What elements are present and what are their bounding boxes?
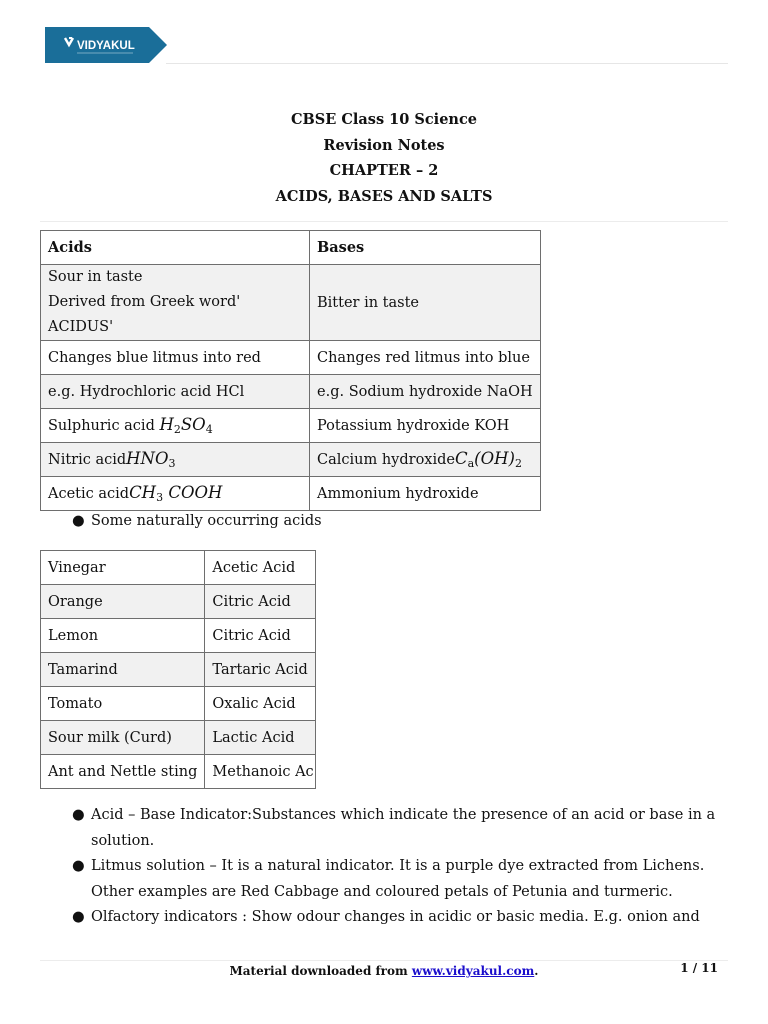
acid-cell: Changes blue litmus into red xyxy=(41,341,310,375)
acid-cell: Citric Acid xyxy=(205,585,315,619)
acid-formula: $H_2SO_4$ xyxy=(159,415,213,436)
base-label: Calcium hydroxide xyxy=(317,452,455,468)
acid-cell: Tartaric Acid xyxy=(205,653,315,687)
acid-cell: Acetic Acid xyxy=(205,551,315,585)
table-row xyxy=(41,265,541,341)
natural-acids-table xyxy=(40,550,316,789)
table-row xyxy=(41,755,316,789)
base-cell: Ammonium hydroxide xyxy=(310,477,541,511)
acid-label: Sulphuric acid xyxy=(48,418,160,434)
acid-formula: $HNO_3$ xyxy=(126,449,176,470)
bullet-text-line: Litmus solution – It is a natural indicator. It is a purple dye extracted from Lichens. xyxy=(91,858,705,874)
bullet-text-line: Olfactory indicators : Show odour changes in acidic or basic media. E.g. onion and xyxy=(91,909,700,925)
header-acids: Acids xyxy=(41,231,310,265)
table-row xyxy=(41,619,316,653)
acid-label: Acetic acid xyxy=(48,486,130,502)
header-divider xyxy=(166,63,728,64)
acid-cell xyxy=(41,443,310,477)
bullet-dot-icon: ● xyxy=(72,858,85,874)
acid-cell xyxy=(41,409,310,443)
acid-cell: e.g. Hydrochloric acid HCl xyxy=(41,375,310,409)
title-line-4: ACIDS, BASES AND SALTS xyxy=(275,187,493,205)
acid-text-line-2: Derived from Greek word' ACIDUS' xyxy=(48,294,241,335)
base-cell: e.g. Sodium hydroxide NaOH xyxy=(310,375,541,409)
footer-prefix: Material downloaded from xyxy=(229,964,412,978)
acid-cell: Citric Acid xyxy=(205,619,315,653)
source-cell: Sour milk (Curd) xyxy=(41,721,205,755)
footer-link[interactable]: www.vidyakul.com xyxy=(411,964,535,978)
header-bases: Bases xyxy=(310,231,541,265)
base-cell: Bitter in taste xyxy=(310,265,541,341)
table-row xyxy=(41,551,316,585)
acid-cell xyxy=(41,265,310,341)
acid-cell: Lactic Acid xyxy=(205,721,315,755)
document-title xyxy=(0,107,768,209)
table-row xyxy=(41,721,316,755)
acids-bases-table xyxy=(40,230,541,511)
source-cell: Tomato xyxy=(41,687,205,721)
source-cell: Lemon xyxy=(41,619,205,653)
title-line-1: CBSE Class 10 Science xyxy=(290,111,478,128)
footer-suffix: . xyxy=(534,964,539,978)
acid-formula: $CH_3$ COOH xyxy=(129,483,223,504)
vidyakul-logo xyxy=(45,27,167,63)
acid-cell: Methanoic Ac xyxy=(205,755,315,789)
base-formula: $C_a(OH)_2$ xyxy=(454,449,522,470)
title-line-3: CHAPTER – 2 xyxy=(329,162,439,179)
table-row xyxy=(41,687,316,721)
acid-cell: Oxalic Acid xyxy=(205,687,315,721)
footer xyxy=(0,964,768,978)
acid-cell xyxy=(41,477,310,511)
source-cell: Tamarind xyxy=(41,653,205,687)
table-row xyxy=(41,443,541,477)
bullet-text-line: Other examples are Red Cabbage and coloured petals of Petunia and turmeric. xyxy=(91,883,673,900)
table-row xyxy=(41,585,316,619)
acid-label: Nitric acid xyxy=(48,452,127,468)
logo-text: VIDYAKUL xyxy=(77,40,135,52)
bullet-text-line: Acid – Base Indicator:Substances which indicate the presence of an acid or base in a xyxy=(91,807,716,823)
table-row xyxy=(41,477,541,511)
title-line-2: Revision Notes xyxy=(323,136,445,154)
table-header-row xyxy=(41,231,541,265)
acid-text-line-1: Sour in taste xyxy=(48,269,143,285)
table-row xyxy=(41,375,541,409)
bullet-dot-icon: ● xyxy=(72,807,85,823)
base-cell: Changes red litmus into blue xyxy=(310,341,541,375)
bullet-dot-icon: ● xyxy=(72,909,85,925)
table-row xyxy=(41,341,541,375)
source-cell: Ant and Nettle sting xyxy=(41,755,205,789)
base-cell xyxy=(310,443,541,477)
base-cell: Potassium hydroxide KOH xyxy=(310,409,541,443)
title-divider xyxy=(40,221,728,222)
source-cell: Orange xyxy=(41,585,205,619)
source-cell: Vinegar xyxy=(41,551,205,585)
bullet-dot-icon: ● xyxy=(72,513,85,529)
table-row xyxy=(41,653,316,687)
page-number: 1 / 11 xyxy=(680,961,718,975)
table-row xyxy=(41,409,541,443)
bullet-text-line: solution. xyxy=(91,832,155,849)
footer-divider xyxy=(40,960,728,961)
